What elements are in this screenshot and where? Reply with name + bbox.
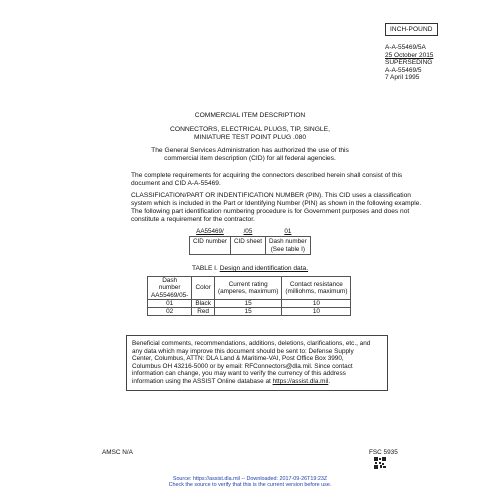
header-current-line-1: Current rating	[228, 280, 268, 288]
row-resistance: 10	[282, 308, 351, 316]
header-dash-line-2: number	[158, 284, 181, 292]
pin-cid-sheet-label: CID sheet	[230, 237, 265, 255]
pin-cid-number-label: CID number	[190, 237, 231, 255]
pin-cid-sheet-value: /05	[230, 227, 265, 237]
row-dash: 02	[148, 308, 192, 316]
classification-paragraph: CLASSIFICATION/PART OR INDENTIFICATION NUMBER (PIN). This CID uses a classification system which is included in the Part or Identifying Number (PIN) as shown in the following example. The following part identification numbering procedure is for Government purposes and does not constitute a requirement for the contractor.	[131, 192, 422, 223]
header-dash-line-1: Dash	[162, 277, 178, 284]
authorization-statement	[0, 147, 500, 163]
comment-line-last	[132, 378, 382, 386]
table-caption-prefix: TABLE I.	[191, 265, 218, 272]
source-line-2: Check the source to verify that this is the current version before use.	[168, 482, 332, 489]
authorization-line-1: The General Services Administration has authorized the use of this	[151, 147, 349, 154]
table-row	[148, 299, 351, 307]
assist-link[interactable]: https://assist.dla.mil	[272, 377, 329, 385]
row-resistance: 10	[282, 299, 351, 307]
table-caption	[0, 265, 500, 272]
header-resistance-line-1: Contact resistance	[289, 280, 343, 288]
doc-number: A-A-55469/5A	[385, 44, 426, 51]
superseded-doc-number: A-A-55469/5	[385, 66, 422, 74]
superseding-label: SUPERSEDING	[385, 59, 433, 67]
pin-dash-number-value: 01	[265, 227, 310, 237]
document-type-heading: COMMERCIAL ITEM DESCRIPTION	[194, 112, 306, 119]
design-data-table	[147, 276, 351, 316]
table-row	[148, 308, 351, 316]
comment-line: any data which may improve this document should be sent to: Defense Supply	[132, 347, 354, 355]
document-title-line-1: CONNECTORS, ELECTRICAL PLUGS, TIP, SINGLE,	[170, 126, 330, 133]
header-contact-resistance	[282, 277, 351, 300]
row-color: Black	[192, 299, 215, 307]
amsc-label: AMSC N/A	[102, 449, 133, 456]
inch-pound-badge: INCH-POUND	[385, 23, 438, 36]
comment-line: Center, Columbus, ATTN: DLA Land & Maritime-VAI, Post Office Box 3990,	[132, 355, 344, 363]
header-dash-number	[148, 277, 192, 300]
header-resistance-line-2: (milliohms, maximum)	[285, 287, 348, 295]
authorization-line-2: commercial item description (CID) for all federal agencies.	[164, 155, 336, 162]
row-current: 15	[214, 308, 281, 316]
row-dash: 01	[148, 299, 192, 307]
header-current-rating	[214, 277, 281, 300]
header-dash-line-3: AA55469/05-	[151, 291, 189, 299]
doc-date: 25 October 2015	[385, 51, 434, 59]
superseded-doc-date: 7 April 1995	[385, 74, 420, 82]
requirements-paragraph: The complete requirements for acquiring the connectors described herein shall consist of this document and CID A-A-55469.	[131, 172, 403, 187]
document-title-line-2: MINIATURE TEST POINT PLUG .080	[193, 134, 307, 141]
comment-line: Beneficial comments, recommendations, additions, deletions, clarifications, etc., and	[132, 340, 371, 347]
dash-number-label-text: Dash number	[268, 238, 307, 246]
comment-last-suffix: .	[328, 377, 331, 385]
pin-cid-number-value: AA55469/	[190, 227, 231, 237]
table-header-row	[148, 277, 351, 300]
comment-last-prefix: information using the ASSIST Online database at	[132, 377, 273, 385]
source-notice	[0, 476, 500, 488]
dash-number-note: (See table I)	[270, 245, 306, 253]
fsc-label: FSC 5935	[369, 449, 398, 456]
row-color: Red	[192, 308, 215, 316]
document-title	[0, 126, 500, 142]
comments-box	[126, 335, 388, 391]
pin-dash-number-label	[265, 237, 310, 255]
header-current-line-2: (amperes, maximum)	[217, 287, 279, 295]
header-color: Color	[192, 277, 215, 300]
row-current: 15	[214, 299, 281, 307]
qr-code-icon	[374, 457, 386, 469]
pin-example-table	[189, 227, 311, 255]
comment-line: Columbus OH 43216-5000 or by email: RFConnectors@dla.mil. Since contact	[132, 362, 353, 370]
table-caption-title: Design and identification data.	[219, 265, 309, 272]
comment-line: information can change, you may want to verify the currency of this address	[132, 370, 346, 378]
source-line-1: Source: https://assist.dla.mil -- Downloaded: 2017-09-26T19:23Z	[172, 476, 328, 482]
document-identifiers	[385, 44, 433, 82]
